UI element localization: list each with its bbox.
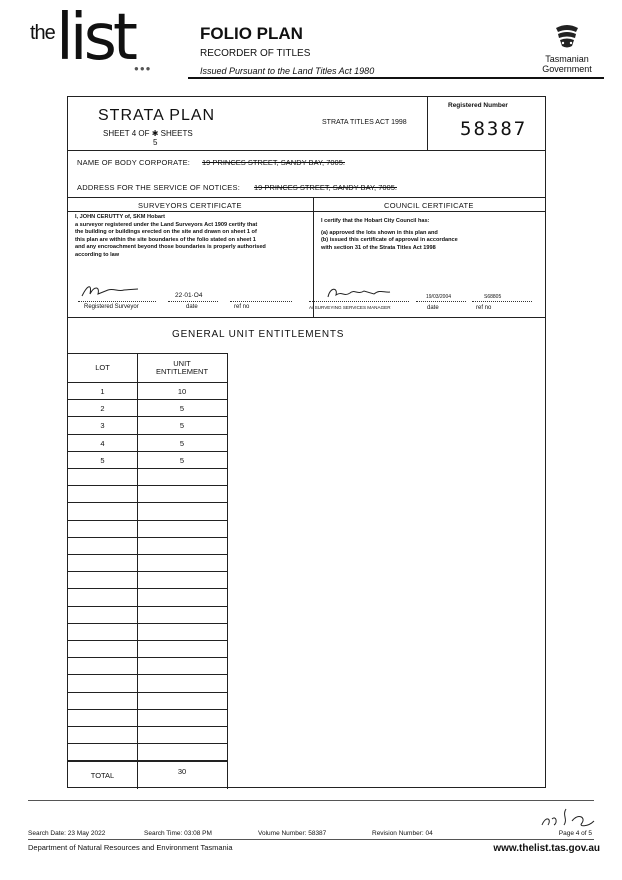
council-ref-label: ref no [476, 305, 492, 311]
entitlement-cell: 5 [179, 421, 185, 431]
council-line: I certify that the Hobart City Council has: [321, 218, 430, 224]
registered-number: 58387 [460, 118, 528, 140]
gov-line1: Tasmanian [545, 54, 589, 64]
table-row [68, 727, 227, 744]
lot-cell: 5 [100, 455, 105, 465]
total-value: 30 [177, 767, 187, 776]
entitlement-cell: 5 [179, 455, 185, 465]
table-row [68, 400, 227, 417]
title-divider [68, 150, 545, 151]
table-row [68, 710, 227, 727]
council-date-label: date [427, 305, 439, 311]
council-signer-label: A/ SURVEYING SERVICES MANAGER [309, 305, 391, 310]
unit-entitlement-header [137, 353, 227, 382]
unit-header-line2: ENTITLEMENT [155, 367, 209, 376]
table-row [68, 589, 227, 606]
surveyor-line: according to law [75, 251, 120, 258]
cert-divider [313, 197, 314, 317]
volume-number: Volume Number: 58387 [258, 830, 327, 837]
issued-pursuant-text: Issued Pursuant to the Land Titles Act 1980 [200, 66, 375, 76]
surveyor-line: this plan are within the site boundaries of the folio stated on sheet 1 [75, 236, 256, 243]
registered-surveyor-label: Registered Surveyor [84, 304, 139, 310]
table-row [68, 469, 227, 486]
surveyors-certificate-title: SURVEYORS CERTIFICATE [138, 201, 242, 210]
table-row [68, 435, 227, 452]
strata-plan-sheet [67, 96, 546, 788]
lot-cell: 3 [100, 421, 105, 431]
body-corporate-label: NAME OF BODY CORPORATE: [77, 158, 191, 167]
sheet-total-correction: 5 [153, 138, 158, 147]
council-ref-line [472, 301, 532, 302]
sheet-number: SHEET 4 OF ✱ SHEETS [103, 129, 193, 138]
council-date-line [416, 301, 466, 302]
cert-title-divider [68, 211, 545, 212]
surveyors-cert-text [75, 214, 266, 260]
table-row [68, 693, 227, 710]
total-label: TOTAL [90, 771, 115, 780]
table-row [68, 417, 227, 434]
surveyor-ref-label: ref no [234, 304, 250, 310]
council-line: with section 31 of the Strata Titles Act 1998 [321, 244, 436, 251]
surveyor-date-line [168, 301, 218, 302]
surveyor-date-value: 22·01·O4 [175, 292, 203, 299]
header-rule [188, 77, 604, 79]
surveyor-ref-line [230, 301, 292, 302]
table-row [68, 503, 227, 520]
surveyor-signature-line [78, 301, 156, 302]
table-row [68, 555, 227, 572]
address-divider [68, 197, 545, 198]
service-address-value: 19 PRINCES STREET, SANDY BAY, 7005. [254, 183, 397, 192]
unit-header-line1: UNIT [173, 359, 191, 368]
gov-line2: Government [542, 64, 592, 74]
entitlement-cell: 5 [179, 404, 185, 414]
tas-government-logo [532, 22, 602, 74]
surveyor-line: the building or buildings erected on the site and drawn on sheet 1 of [75, 229, 257, 236]
surveyor-line: and any encroachment beyond those boundaries is properly authorised [75, 244, 266, 251]
table-row [68, 486, 227, 503]
search-date: Search Date: 23 May 2022 [28, 830, 106, 837]
entitlement-cell: 10 [177, 387, 187, 396]
service-address-label: ADDRESS FOR THE SERVICE OF NOTICES: [77, 183, 240, 192]
surveyor-line: a surveyor registered under the Land Surveyors Act 1909 certify that [75, 221, 258, 228]
council-signature-line [309, 301, 409, 302]
lot-header: LOT [95, 363, 110, 372]
table-row [68, 521, 227, 538]
surveyor-signature [78, 282, 148, 300]
revision-number: Revision Number: 04 [372, 830, 433, 837]
council-cert-text [321, 218, 458, 252]
council-line: (b) issued this certificate of approval in accordance [321, 237, 458, 244]
council-ref-value: S68805 [484, 294, 502, 300]
table-row [68, 641, 227, 658]
table-row [68, 658, 227, 675]
registered-number-label: Registered Number [448, 102, 508, 109]
cert-bottom-divider [68, 317, 545, 318]
table-row [68, 675, 227, 692]
department-name: Department of Natural Resources and Environment Tasmania [28, 843, 233, 852]
council-date-value: 19/03/2004 [426, 294, 452, 300]
logo-the: the [30, 22, 55, 44]
tasmanian-tiger-icon [550, 22, 584, 52]
surveyor-date-label: date [186, 304, 198, 310]
thelist-url[interactable]: www.thelist.tas.gov.au [493, 843, 600, 854]
table-row [68, 383, 227, 400]
table-row [68, 744, 227, 761]
table-row [68, 538, 227, 555]
unit-entitlements-title: GENERAL UNIT ENTITLEMENTS [172, 329, 345, 340]
initials-mark [538, 805, 604, 831]
folio-plan-title: FOLIO PLAN [200, 24, 303, 43]
search-time: Search Time: 03:08 PM [144, 830, 212, 837]
table-row [68, 452, 227, 469]
footer-rule-top [28, 800, 594, 801]
table-row [68, 607, 227, 624]
footer-rule-bottom [28, 839, 594, 840]
regnum-divider [427, 97, 428, 150]
entitlement-cell: 5 [179, 438, 185, 448]
surveyor-line: I, JOHN CERUTTY of, SKM Hobart [75, 214, 166, 220]
logo-list: list [56, 1, 134, 75]
table-row [68, 572, 227, 589]
lot-cell: 1 [100, 387, 105, 396]
lot-cell: 4 [100, 438, 105, 448]
recorder-subtitle: RECORDER OF TITLES [200, 48, 311, 59]
council-certificate-title: COUNCIL CERTIFICATE [384, 201, 474, 210]
strata-act-label: STRATA TITLES ACT 1998 [322, 119, 407, 126]
thelist-logo [22, 1, 162, 76]
council-signature [324, 285, 394, 301]
table-header-row [68, 353, 227, 383]
page-number: Page 4 of 5 [558, 830, 592, 837]
logo-dots: ●●● [134, 64, 152, 73]
body-corporate-value: 19 PRINCES STREET, SANDY BAY, 7005. [202, 158, 345, 167]
lot-cell: 2 [100, 404, 105, 414]
table-row [68, 624, 227, 641]
council-line: (a) approved the lots shown in this plan and [321, 229, 438, 236]
strata-plan-title: STRATA PLAN [98, 107, 216, 124]
table-right-edge [227, 353, 228, 789]
